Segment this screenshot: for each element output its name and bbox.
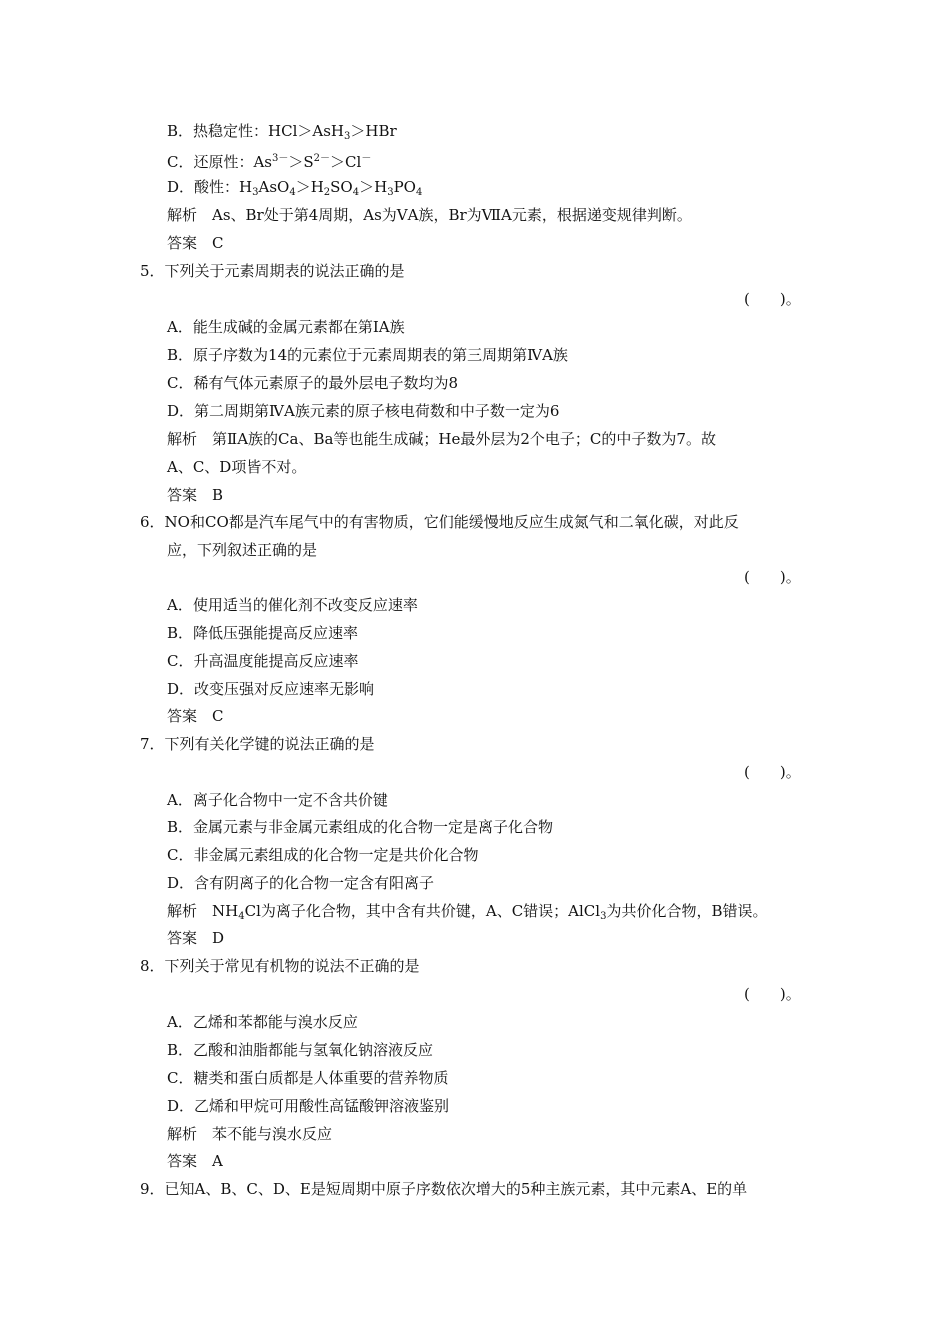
q5-answer-blank: ( )。 — [744, 290, 801, 308]
q6-stem-line-2: 应，下列叙述正确的是 — [167, 541, 318, 559]
q4-analysis: 解析 As、Br处于第4周期，As为ⅤA族，Br为ⅦA元素，根据递变规律判断。 — [167, 206, 692, 224]
q6-answer: 答案 C — [167, 707, 224, 725]
q6-answer-blank: ( )。 — [744, 568, 801, 586]
q5-answer: 答案 B — [167, 486, 224, 504]
q4-option-b: B．热稳定性：HCl＞AsH$_3$＞HBr — [167, 122, 397, 142]
q5-option-b: B．原子序数为14的元素位于元素周期表的第三周期第ⅣA族 — [167, 346, 568, 364]
q8-answer-blank: ( )。 — [744, 985, 801, 1003]
q4-answer: 答案 C — [167, 234, 224, 252]
q5-option-d: D．第二周期第ⅣA族元素的原子核电荷数和中子数一定为6 — [167, 402, 560, 420]
q7-analysis: 解析 $NH_4Cl$为离子化合物，其中含有共价键，A、C错误；AlCl$_3$为共价化合物，B错误。 — [167, 902, 768, 922]
q8-option-d: D．乙烯和甲烷可用酸性高锰酸钾溶液鉴别 — [167, 1097, 450, 1115]
q8-stem: 8．下列关于常见有机物的说法不正确的是 — [140, 957, 420, 975]
q7-option-d: D．含有阴离子的化合物一定含有阳离子 — [167, 874, 435, 892]
q5-analysis-line-1: 解析 第ⅡA族的Ca、Ba等也能生成碱；He最外层为2个电子；C的中子数为7。故 — [167, 430, 716, 448]
q9-stem: 9．已知A、B、C、D、E是短周期中原子序数依次增大的5种主族元素，其中元素A、E的单 — [140, 1180, 748, 1198]
q6-option-c: C．升高温度能提高反应速率 — [167, 652, 359, 670]
q6-stem-line-1: 6．NO和CO都是汽车尾气中的有害物质，它们能缓慢地反应生成氮气和二氧化碳，对此反 — [140, 513, 739, 531]
q8-option-c: C．糖类和蛋白质都是人体重要的营养物质 — [167, 1069, 449, 1087]
q5-option-c: C．稀有气体元素原子的最外层电子数均为8 — [167, 374, 459, 392]
q6-option-a: A．使用适当的催化剂不改变反应速率 — [167, 596, 418, 614]
q8-option-a: A．乙烯和苯都能与溴水反应 — [167, 1013, 358, 1031]
q5-analysis-line-2: A、C、D项皆不对。 — [167, 458, 307, 476]
q6-option-b: B．降低压强能提高反应速率 — [167, 624, 359, 642]
q8-answer: 答案 A — [167, 1152, 223, 1170]
q4-option-d: D．酸性：$H_3AsO_4>H_2SO_4>H_3PO_4$ — [167, 178, 423, 198]
q5-stem: 5．下列关于元素周期表的说法正确的是 — [140, 262, 405, 280]
q8-option-b: B．乙酸和油脂都能与氢氧化钠溶液反应 — [167, 1041, 434, 1059]
q7-answer: 答案 D — [167, 929, 225, 947]
q8-analysis: 解析 苯不能与溴水反应 — [167, 1125, 333, 1143]
q7-option-c: C．非金属元素组成的化合物一定是共价化合物 — [167, 846, 479, 864]
q4-option-c: C．还原性：$As^{3-}>S^{2-}>Cl^-$ — [167, 153, 372, 171]
q6-option-d: D．改变压强对反应速率无影响 — [167, 680, 375, 698]
q7-answer-blank: ( )。 — [744, 763, 801, 781]
q7-stem: 7．下列有关化学键的说法正确的是 — [140, 735, 375, 753]
q7-option-b: B．金属元素与非金属元素组成的化合物一定是离子化合物 — [167, 818, 554, 836]
q7-option-a: A．离子化合物中一定不含共价键 — [167, 791, 388, 809]
q5-option-a: A．能生成碱的金属元素都在第ⅠA族 — [167, 318, 405, 336]
